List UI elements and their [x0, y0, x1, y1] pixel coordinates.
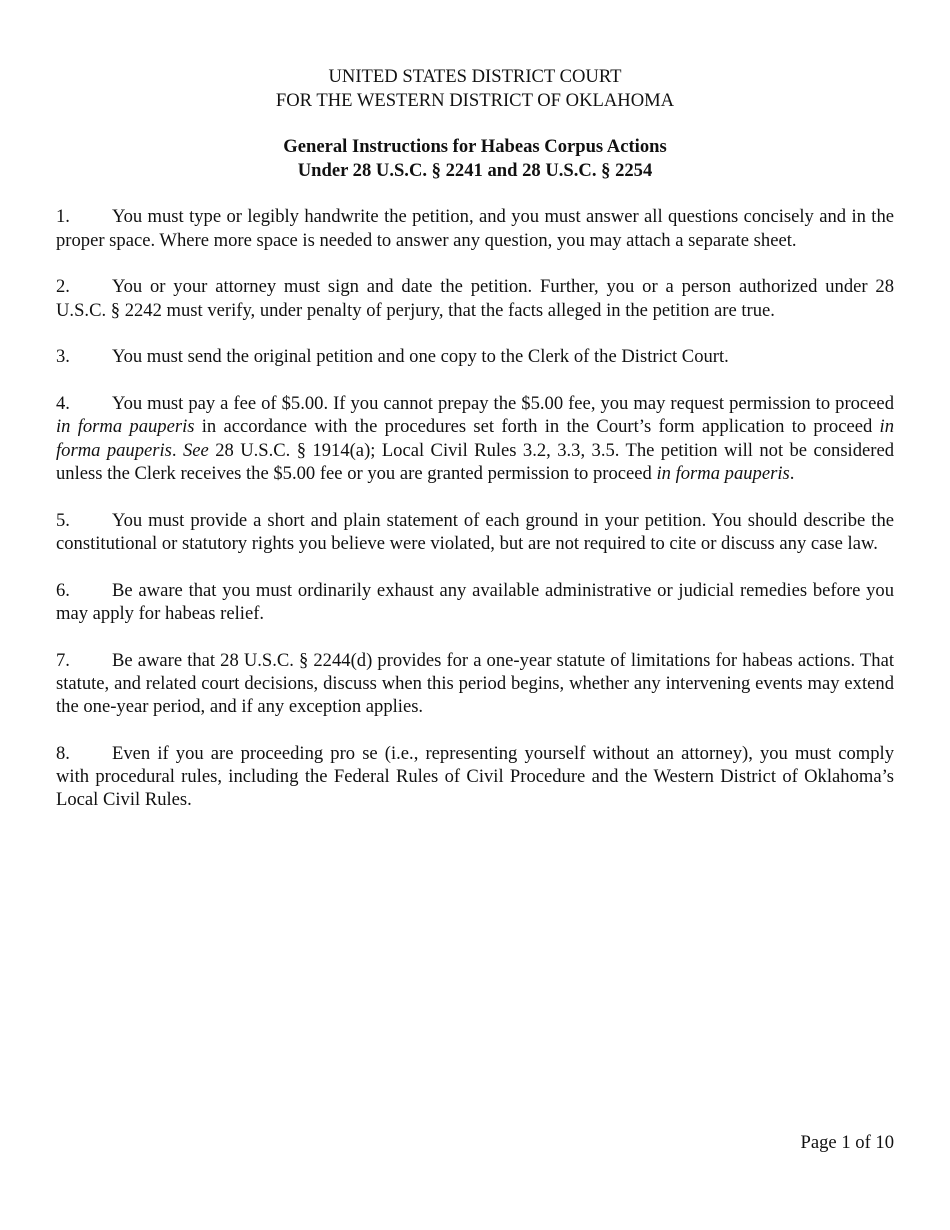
instruction-number: 8.: [56, 742, 70, 764]
document-page: [56, 65, 894, 812]
document-title: [56, 135, 894, 182]
instruction-2: [56, 275, 894, 322]
instruction-number: 6.: [56, 579, 70, 601]
page-number: Page 1 of 10: [800, 1132, 894, 1153]
instruction-1: [56, 205, 894, 252]
instruction-number: 7.: [56, 649, 70, 671]
instruction-6: [56, 579, 894, 626]
district-name: FOR THE WESTERN DISTRICT OF OKLAHOMA: [275, 89, 675, 111]
instruction-3: [56, 345, 894, 368]
court-header: [56, 65, 894, 112]
instruction-text-part: .: [171, 439, 183, 461]
instruction-text-part: 28 U.S.C. § 1914(a); Local Civil Rules 3.2, 3.3, 3.5. The petition will not be considered unless the Clerk receives the $5.00 fee or you are granted permission to proceed: [56, 439, 895, 484]
instruction-number: 4.: [56, 393, 70, 415]
title-line-2: Under 28 U.S.C. § 2241 and 28 U.S.C. § 2254: [297, 159, 653, 181]
instruction-4: [56, 392, 894, 485]
instruction-number: 2.: [56, 276, 70, 298]
instruction-number: 3.: [56, 346, 70, 368]
instruction-italic-term: in forma pauperis: [56, 416, 894, 461]
instruction-text-part: .: [789, 462, 795, 484]
title-line-1: General Instructions for Habeas Corpus Actions: [283, 136, 667, 157]
instruction-text: You or your attorney must sign and date the petition. Further, you or a person authorized under 28 U.S.C. § 2242 must verify, under penalty of perjury, that the facts alleged in the petition are true.: [56, 276, 894, 321]
instruction-text: Be aware that 28 U.S.C. § 2244(d) provides for a one-year statute of limitations for habeas actions. That statute, and related court decisions, discuss when this period begins, whether any intervening events may extend the one-year period, and if any exception applies.: [56, 649, 894, 718]
instruction-italic-signal: See: [182, 439, 209, 461]
instruction-5: [56, 509, 894, 556]
instruction-number: 1.: [56, 206, 70, 228]
instruction-text-part: You must pay a fee of $5.00. If you cannot prepay the $5.00 fee, you may request permission to proceed: [112, 393, 894, 415]
instruction-text: Be aware that you must ordinarily exhaust any available administrative or judicial remedies before you may apply for habeas relief.: [56, 579, 894, 624]
instruction-text: Even if you are proceeding pro se (i.e., representing yourself without an attorney), you must comply with procedural rules, including the Federal Rules of Civil Procedure and the Western District of Oklahoma’s Local Civil Rules.: [56, 742, 894, 811]
instruction-text-part: in accordance with the procedures set forth in the Court’s form application to proceed: [194, 416, 880, 438]
instruction-number: 5.: [56, 509, 70, 531]
instruction-italic-term: in forma pauperis: [656, 462, 790, 484]
instruction-8: [56, 742, 894, 812]
instruction-7: [56, 649, 894, 719]
instruction-italic-term: in forma pauperis: [56, 416, 195, 438]
instruction-text: You must send the original petition and one copy to the Clerk of the District Court.: [112, 346, 729, 368]
instruction-text: You must provide a short and plain statement of each ground in your petition. You should describe the constitutional or statutory rights you believe were violated, but are not required to cite or discuss any case law.: [56, 509, 894, 554]
court-name: UNITED STATES DISTRICT COURT: [328, 66, 622, 87]
instruction-text: You must type or legibly handwrite the petition, and you must answer all questions concisely and in the proper space. Where more space is needed to answer any question, you may attach a separate sheet.: [56, 206, 894, 251]
